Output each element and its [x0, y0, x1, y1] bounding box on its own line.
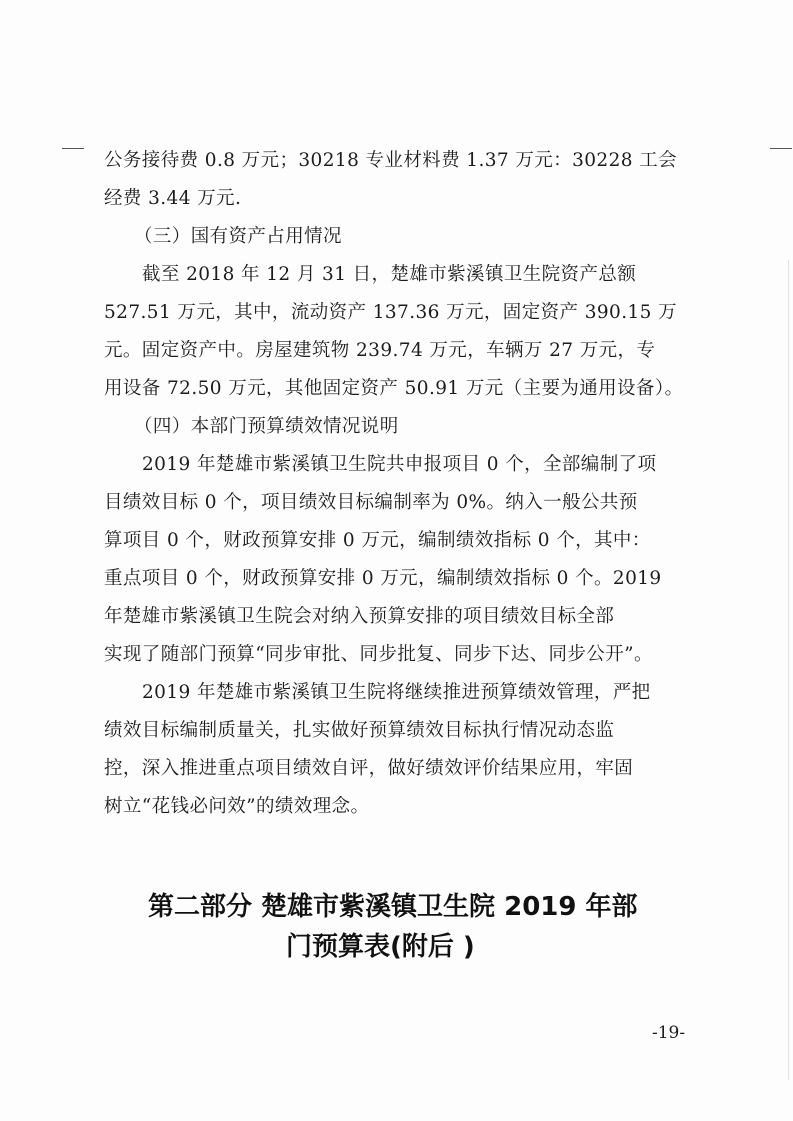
section-heading-performance: （四）本部门预算绩效情况说明 — [134, 416, 399, 437]
body-line: 公务接待费 0.8 万元；30218 专业材料费 1.37 万元：30228 工会 — [104, 150, 678, 171]
body-line: 重点项目 0 个，财政预算安排 0 万元，编制绩效指标 0 个。2019 — [104, 568, 662, 589]
body-line: 经费 3.44 万元. — [104, 188, 242, 209]
body-line: 元。固定资产中。房屋建筑物 239.74 万元，车辆万 27 万元，专 — [104, 340, 656, 361]
scan-edge-mark-left — [62, 148, 84, 149]
body-line: 年楚雄市紫溪镇卫生院会对纳入预算安排的项目绩效目标全部 — [104, 606, 615, 627]
scan-edge-mark-right — [770, 148, 792, 149]
part-heading-line2: 门预算表(附后 ) — [286, 932, 475, 962]
page-number: -19- — [652, 1023, 686, 1043]
part-heading-line1: 第二部分 楚雄市紫溪镇卫生院 2019 年部 — [148, 892, 638, 922]
body-line: 2019 年楚雄市紫溪镇卫生院将继续推进预算绩效管理，严把 — [142, 682, 651, 703]
body-line: 目绩效目标 0 个，项目绩效目标编制率为 0%。纳入一般公共预 — [104, 492, 638, 513]
body-line: 绩效目标编制质量关，扎实做好预算绩效目标执行情况动态监 — [104, 720, 615, 741]
body-line: 527.51 万元，其中，流动资产 137.36 万元，固定资产 390.15 万 — [104, 302, 678, 323]
body-line: 2019 年楚雄市紫溪镇卫生院共申报项目 0 个，全部编制了项 — [142, 454, 657, 475]
body-line: 树立“花钱必问效”的绩效理念。 — [104, 796, 370, 817]
body-line: 算项目 0 个，财政预算安排 0 万元，编制绩效指标 0 个，其中： — [104, 530, 651, 551]
body-line: 用设备 72.50 万元，其他固定资产 50.91 万元（主要为通用设备）。 — [104, 378, 684, 399]
body-line: 控，深入推进重点项目绩效自评，做好绩效评价结果应用，牢固 — [104, 758, 634, 779]
scan-edge-line — [788, 260, 789, 1080]
body-line: 实现了随部门预算“同步审批、同步批复、同步下达、同步公开”。 — [104, 644, 653, 665]
section-heading-assets: （三）国有资产占用情况 — [134, 226, 342, 247]
body-line: 截至 2018 年 12 月 31 日，楚雄市紫溪镇卫生院资产总额 — [142, 264, 637, 285]
